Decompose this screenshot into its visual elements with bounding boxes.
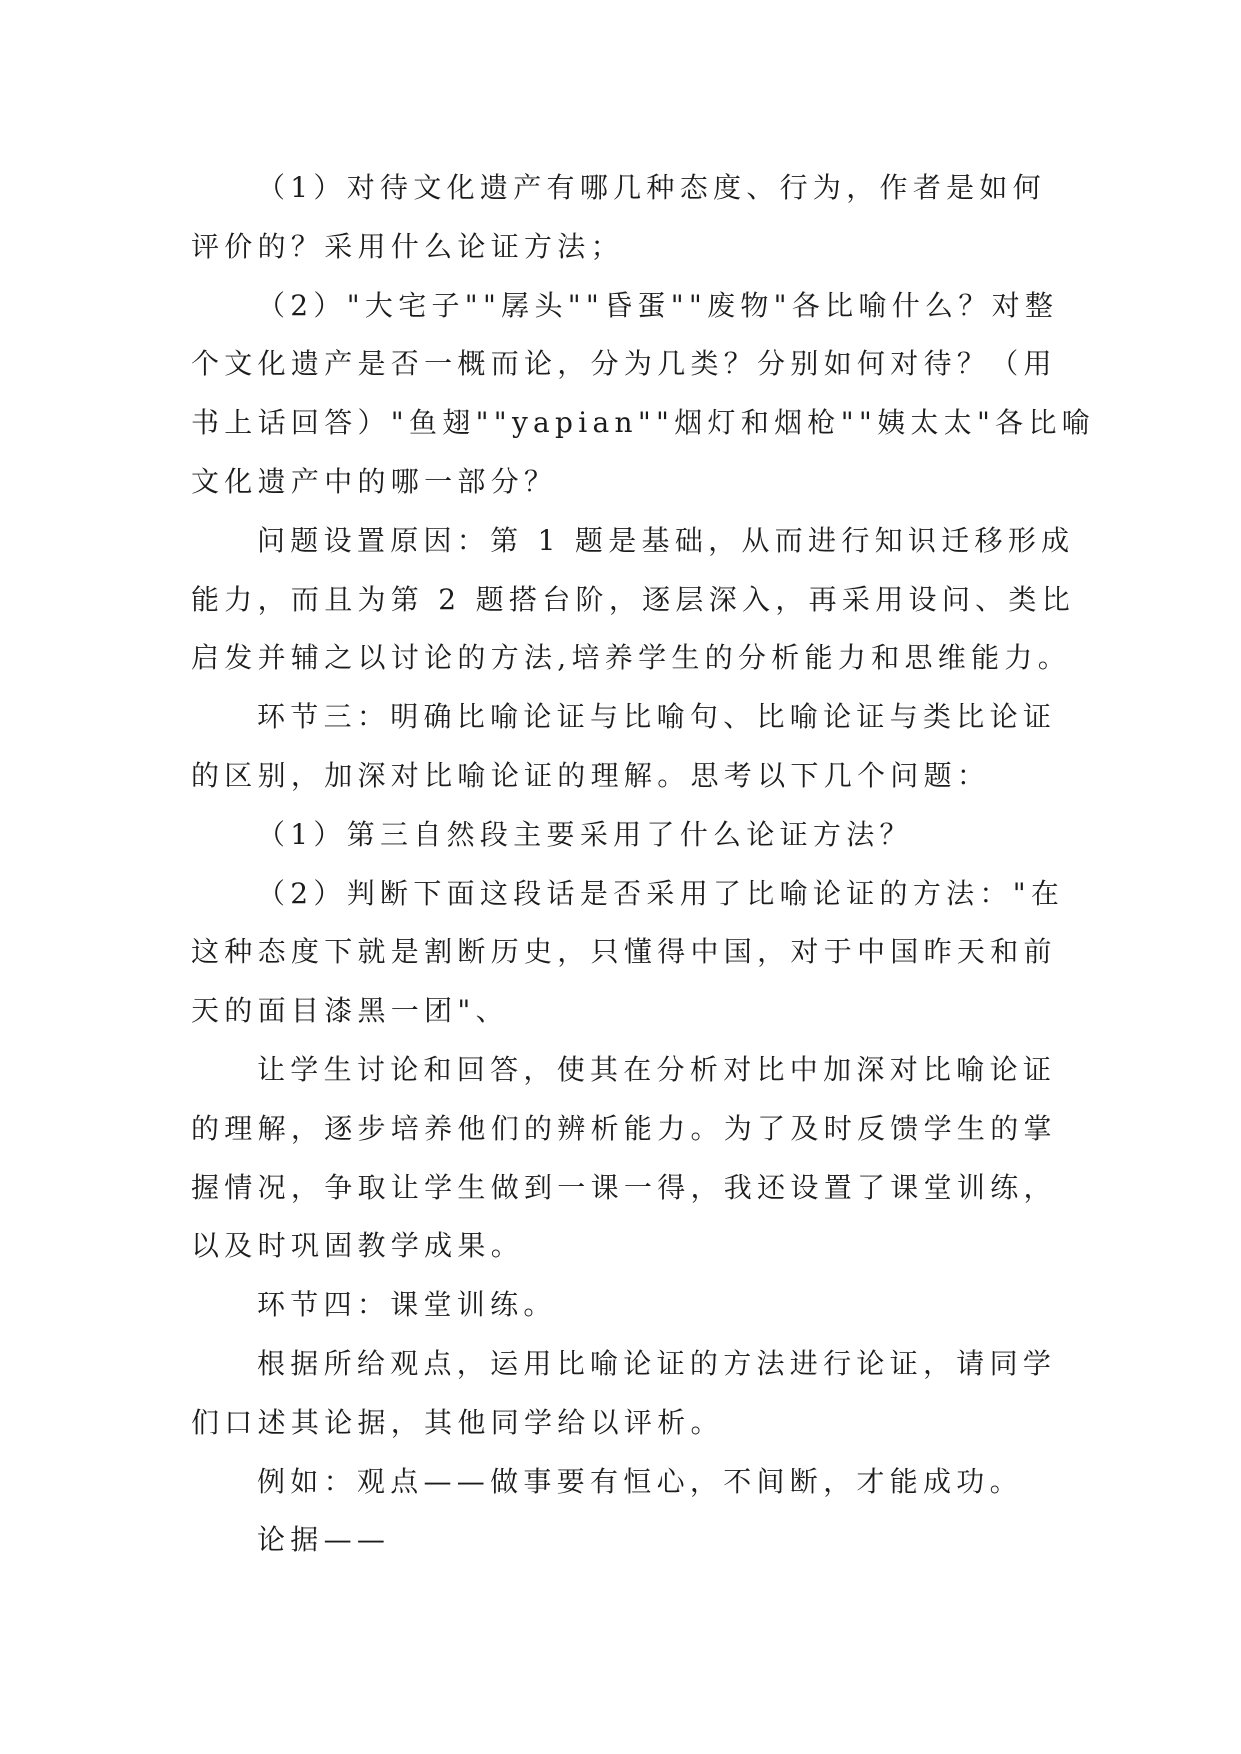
argument-paragraph [191,1511,1091,1570]
paragraph-line: （2）"大宅子""孱头""昏蛋""废物"各比喻什么？对整 [257,288,1059,322]
paragraph-line: 这种态度下就是割断历史，只懂得中国，对于中国昨天和前 [191,935,1057,969]
paragraph-line: 例如：观点——做事要有恒心，不间断，才能成功。 [257,1464,1023,1498]
paragraph-line: 启发并辅之以讨论的方法,培养学生的分析能力和思维能力。 [191,641,1072,675]
step-3-question-1-paragraph [191,806,1091,865]
paragraph-line: 天的面目漆黑一团"、 [191,994,509,1028]
question-1-paragraph [191,159,1091,277]
paragraph-line: 的区别，加深对比喻论证的理解。思考以下几个问题： [191,758,991,792]
paragraph-line: 个文化遗产是否一概而论，分为几类？分别如何对待？（用 [191,347,1057,381]
paragraph-line: 论据—— [257,1523,391,1557]
paragraph-line: 环节三：明确比喻论证与比喻句、比喻论证与类比论证 [257,700,1057,734]
question-reason-paragraph [191,512,1091,688]
paragraph-line: 环节四：课堂训练。 [257,1288,557,1322]
paragraph-line: 的理解，逐步培养他们的辨析能力。为了及时反馈学生的掌 [191,1111,1057,1145]
paragraph-line: 文化遗产中的哪一部分？ [191,464,558,498]
paragraph-line: 根据所给观点，运用比喻论证的方法进行论证，请同学 [257,1346,1057,1380]
paragraph-line: 书上话回答）"鱼翅""yapian""烟灯和烟枪""姨太太"各比喻 [191,406,1096,440]
example-paragraph [191,1453,1091,1512]
paragraph-line: 们口述其论据，其他同学给以评析。 [191,1405,724,1439]
paragraph-line: 问题设置原因：第 1 题是基础，从而进行知识迁移形成 [257,523,1075,557]
paragraph-line: 能力，而且为第 2 题搭台阶，逐层深入，再采用设问、类比 [191,582,1076,616]
paragraph-line: （1）对待文化遗产有哪几种态度、行为，作者是如何 [257,171,1047,204]
document-body [191,159,1096,1570]
paragraph-line: 握情况，争取让学生做到一课一得，我还设置了课堂训练， [191,1170,1057,1204]
question-2-paragraph [191,277,1096,512]
paragraph-line: 让学生讨论和回答，使其在分析对比中加深对比喻论证 [257,1052,1057,1086]
step-4-heading-paragraph [191,1276,1091,1335]
paragraph-line: 以及时巩固教学成果。 [191,1229,525,1263]
paragraph-line: （2）判断下面这段话是否采用了比喻论证的方法："在 [257,876,1065,910]
paragraph-line: （1）第三自然段主要采用了什么论证方法？ [257,817,913,851]
step-3-question-2-paragraph [191,865,1091,1041]
step-3-paragraph [191,688,1091,806]
exercise-instruction-paragraph [191,1335,1091,1453]
discussion-paragraph [191,1041,1091,1276]
paragraph-line: 评价的？采用什么论证方法； [191,229,624,263]
